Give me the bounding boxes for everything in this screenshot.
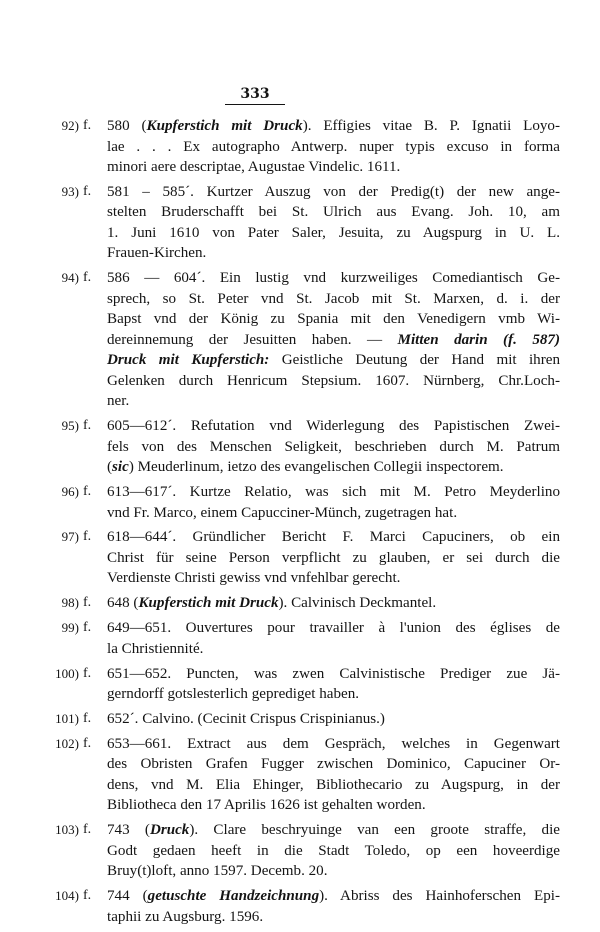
entry-line [107,734,560,755]
catalog-entry [20,527,560,589]
entry-line [107,223,560,244]
entry-number: 96) [61,484,79,500]
entry-text: 653—661. Extract aus dem Gespräch, welches in Gegenwart [107,735,560,752]
entry-text: ner. [107,393,130,410]
entry-text: ). Effigies vitae B. P. Ignatii Loyo- [302,118,560,134]
entry-line [107,841,560,862]
entry-text: Verdienste Christi gewiss vnd vnfehlbar gerecht. [107,570,401,587]
entry-line [107,709,560,730]
entry-number: 99) [61,620,79,636]
entry-text: 618—644´. Gründlicher Bericht F. Marci Capuciners, ob ein [107,529,560,546]
entry-text: 605—612´. Refutation vnd Widerlegung des Papistischen Zwei- [107,418,560,435]
entry-number: 92) [61,118,79,133]
entry-number: 95) [61,418,79,434]
entry-text: ) Meuderlinum, ietzo des evangelischen Collegii inspectorem. [128,459,504,476]
folio-marker: f. [83,183,92,199]
folio-marker: f. [83,822,92,838]
entry-line [107,527,560,548]
entry-line [107,820,560,841]
catalog-entries [20,116,560,932]
entry-text: 1. Juni 1610 von Pater Saler, Jesuita, zu Augspurg in U. L. [107,224,560,241]
italic-text: Kupferstich mit Druck [146,118,303,134]
folio-marker: f. [83,484,92,500]
folio-marker: f. [83,270,92,286]
entry-text: Geistliche Deutung der Hand mit ihren [269,352,560,369]
italic-text: Mitten darin (f. 587) [397,331,560,348]
catalog-entry [20,709,560,730]
entry-text: des Obristen Grafen Fugger zwischen Dominico, Capuciner Or- [107,756,560,773]
entry-text: 648 ( [107,595,139,612]
entry-line [107,684,560,705]
entry-text: Bibliotheca den 17 Aprilis 1626 ist gehalten worden. [107,797,426,814]
catalog-entry [20,886,560,927]
entry-line [107,416,560,437]
entry-text: ). Abriss des Hainhoferschen Epi- [319,888,560,905]
entry-text: 613—617´. Kurtze Relatio, was sich mit M. Petro Meyderlino [107,484,560,501]
folio-marker: f. [83,620,92,636]
entry-number: 93) [61,183,79,199]
entry-text: 581 – 585´. Kurtzer Auszug von der Predig(t) der new ange- [107,183,560,200]
entry-number: 101) [55,711,79,727]
entry-text: dens, vnd M. Elia Ehinger, Bibliothecario zu Augspurg, in der [107,776,560,793]
entry-text: Godt gedaen heeft in die Stadt Toledo, op een hoveerdige [107,842,560,859]
entry-text: lae . . . Ex autographo Antwerp. nuper typis excuso in forma [107,138,560,155]
catalog-entry [20,820,560,882]
entry-number: 103) [55,822,79,838]
entry-line [107,268,560,289]
entry-line [107,618,560,639]
entry-line [107,548,560,569]
entry-text: 743 ( [107,822,150,839]
entry-number: 97) [61,529,79,545]
entry-line [107,907,560,928]
catalog-entry [20,618,560,659]
italic-text: Druck [149,822,190,839]
entry-text: fels von des Menschen Seligkeit, beschrieben durch M. Patrum [107,438,560,455]
entry-line [107,371,560,392]
entry-text: sprech, so St. Peter vnd St. Jacob mit St. Marxen, d. i. der [107,290,560,307]
entry-text: 649—651. Ouvertures pour travailler à l'union des églises de [107,620,560,637]
entry-line [107,182,560,203]
entry-text: Frauen-Kirchen. [107,245,207,262]
folio-marker: f. [83,529,92,545]
entry-number: 100) [55,665,79,681]
page-number: 333 [225,86,285,105]
entry-text: 651—652. Puncten, was zwen Calvinistische Prediger zue Jä- [107,665,560,682]
entry-line [107,482,560,503]
catalog-entry [20,268,560,412]
folio-marker: f. [83,888,92,904]
catalog-entry [20,116,560,178]
entry-line [107,243,560,264]
entry-line [107,157,560,178]
entry-text: dereinnemung der Jesuitten haben. — [107,331,398,348]
folio-marker: f. [83,735,92,751]
entry-text: stelten Bruderschafft bei St. Ulrich aus Evang. Joh. 10, am [107,204,560,221]
folio-marker: f. [83,418,92,434]
entry-line [107,593,560,614]
entry-line [107,330,560,351]
italic-text: Kupferstich mit Druck [138,595,279,612]
catalog-entry [20,182,560,264]
entry-line [107,664,560,685]
entry-line [107,137,560,158]
entry-number: 94) [61,270,79,286]
entry-text: ( [107,459,113,476]
entry-line [107,116,560,137]
entry-line [107,568,560,589]
catalog-entry [20,416,560,478]
entry-line [107,754,560,775]
entry-text: 652´. Calvino. (Cecinit Crispus Crispinianus.) [107,711,385,728]
entry-text: Bruy(t)loft, anno 1597. Decemb. 20. [107,863,328,880]
entry-line [107,886,560,907]
entry-text: la Christiennité. [107,640,204,657]
entry-text: vnd Fr. Marco, einem Capucciner-Münch, zugetragen hat. [107,504,458,521]
entry-text: Gelenken durch Henricum Stepsium. 1607. Nürnberg, Chr.Loch- [107,372,560,389]
entry-line [107,639,560,660]
entry-line [107,289,560,310]
entry-line [107,350,560,371]
catalog-entry [20,482,560,523]
entry-text: Christ für seine Person verpflicht zu glauben, er sei durch die [107,549,560,566]
entry-line [107,795,560,816]
italic-text: sic [112,459,129,476]
entry-line [107,775,560,796]
entry-line [107,457,560,478]
folio-marker: f. [83,711,92,727]
entry-text: 744 ( [107,888,148,905]
catalog-entry [20,734,560,816]
entry-number: 98) [61,595,79,611]
entry-text: ). Calvinisch Deckmantel. [278,595,437,612]
entry-number: 102) [55,735,79,751]
entry-line [107,391,560,412]
catalog-entry [20,593,560,614]
entry-line [107,309,560,330]
entry-line [107,861,560,882]
entry-text: 580 ( [107,118,147,134]
folio-marker: f. [83,665,92,681]
italic-text: Druck mit Kupferstich: [107,352,270,369]
entry-text: Bapst vnd der König zu Spania mit den Venedigern vmb Wi- [107,311,560,328]
entry-line [107,202,560,223]
entry-text: gerndorff gotslesterlich geprediget haben. [107,686,360,703]
folio-marker: f. [83,118,92,133]
entry-line [107,437,560,458]
entry-text: ). Clare beschryuinge van een groote straffe, die [189,822,560,839]
entry-text: 586 — 604´. Ein lustig vnd kurzweiliges Comediantisch Ge- [107,270,560,287]
entry-line [107,503,560,524]
entry-number: 104) [55,888,79,904]
entry-text: taphii zu Augsburg. 1596. [107,908,264,925]
italic-text: getuschte Handzeichnung [147,888,320,905]
entry-text: minori aere descriptae, Augustae Vindelic. 1611. [107,159,401,175]
folio-marker: f. [83,595,92,611]
catalog-entry [20,664,560,705]
